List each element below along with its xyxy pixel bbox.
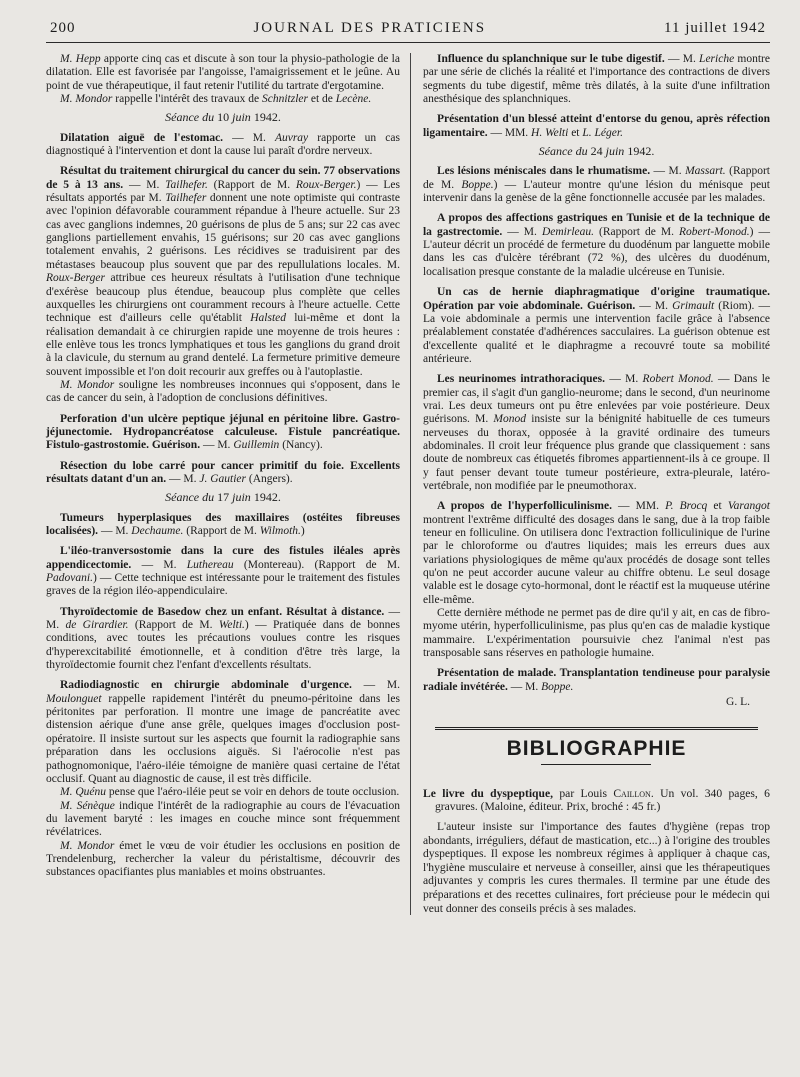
two-column-body bbox=[46, 53, 770, 915]
paragraph bbox=[423, 53, 770, 106]
body-text: — Dans le premier cas, il s'agit d'un ganglio-neurome; dans le second, d'un neurinome vrai. Les deux tumeurs ont pu être enlevées par voie postérieure. Deux guérisons. M. bbox=[422, 373, 770, 426]
author-name: Monod bbox=[493, 413, 526, 426]
author-name: Dechaume. bbox=[131, 525, 184, 537]
body-text: — M. bbox=[131, 558, 187, 571]
body-text: (Angers). bbox=[246, 472, 293, 485]
author-name: M. Sénèque bbox=[60, 799, 115, 812]
report-entry bbox=[46, 132, 400, 159]
entry-heading: Présentation de malade. Transplantation tendineuse pour paralysie radiale invétérée. bbox=[422, 667, 770, 693]
session-heading bbox=[46, 111, 400, 124]
author-name: J. Gautier bbox=[199, 472, 247, 485]
book-author: Caillon bbox=[613, 786, 651, 800]
entry-heading: Résultat du traitement chirurgical du cancer du sein. 77 observations de 5 à 13 ans. bbox=[46, 165, 400, 191]
body-text: rappelle rapidement l'intérêt du pneumo-péritoine dans les péritonites par perforation. Il montre une image de pancréatite avec distension aérique d'une anse grêle, quelques images d'occlusion post-opératoire. Il insiste surtout sur les aspects que fournit la radiographie sans préparation dans les occlusions aiguës. Si l'aérocolie n'est pas pathognomonique, l'aéro-iléie témoigne de manière quasi certaine de l'état occlusif. Quant au diagnostic de cause, il est très difficile. bbox=[46, 692, 400, 785]
report-entry bbox=[46, 606, 400, 673]
book-reference bbox=[423, 787, 770, 814]
report-entry bbox=[423, 500, 770, 607]
author-name: Varangot bbox=[727, 500, 770, 513]
report-entry bbox=[46, 545, 400, 598]
author-name: Luthereau bbox=[186, 558, 234, 571]
session-number: 1942. bbox=[253, 490, 281, 505]
body-text: et de bbox=[307, 93, 336, 106]
body-text: — M. bbox=[507, 680, 542, 693]
body-text: — M. bbox=[98, 525, 132, 537]
paragraph bbox=[46, 800, 400, 840]
body-text: montrent l'extrême difficulté des dosages dans le sang, due à la trop faible teneur en folliculine. On utilisera donc l'extraction folliculinique de l'urine par le chloroforme ou d'autres liquides; mais les erreurs dues aux variations physiologiques de même qu'aux procédés de dosage sont telles qu'on ne peut accorder aucune valeur au chiffre obtenu. Le seul dosage valable est le dosage cyto-hormonal, dont le réactif est la muqueuse utérine elle-même. bbox=[422, 513, 770, 606]
paragraph bbox=[46, 379, 400, 406]
body-text: souligne les nombreuses inconnues qui s'opposent, dans le cas de cancer du sein, à l'adoption de conclusions définitives. bbox=[46, 378, 400, 405]
body-text: (Nancy). bbox=[279, 439, 323, 452]
page-header bbox=[46, 20, 770, 37]
entry-heading: A propos des affections gastriques en Tunisie et de la technique de la gastrectomie. bbox=[422, 212, 770, 238]
author-name: de Girardier. bbox=[65, 619, 129, 632]
journal-title: JOURNAL DES PRATICIENS bbox=[253, 20, 487, 36]
author-name: Séance du bbox=[165, 490, 218, 505]
body-text: (Rapport de M. bbox=[422, 165, 770, 191]
body-text: attribue ces heureux résultats à l'utilisation d'une technique d'exérèse beaucoup plus étendue, beaucoup plus complète que celles auxquelles les chirurgiens ont couramment recours à l'heure actuelle. Cette technique est d'ailleurs celle qu'établit bbox=[46, 272, 400, 325]
author-name: Robert Monod. bbox=[642, 373, 714, 386]
report-entry bbox=[423, 286, 770, 366]
book-review-text: L'auteur insiste sur l'importance des fautes d'hygiène (repas trop abondants, irréguliers, défaut de mastication, etc...) à l'origine des troubles dyspeptiques. Il expose les nombreux régimes à appliquer à chaque cas, l'hygiène musculaire et nerveuse à conseiller, ainsi que les thérapeutiques adjuvantes y compris les cures thermales. Il termine par une étude des préparations et des recettes culinaires, fort précieuse pour le médecin qui veut donner des conseils précis à ses malades. bbox=[422, 820, 770, 915]
paragraph bbox=[46, 786, 400, 799]
session-number: 24 bbox=[590, 144, 603, 159]
session-number: 10 bbox=[217, 110, 230, 125]
body-text: et bbox=[707, 500, 728, 513]
author-name: M. Mondor bbox=[60, 839, 115, 852]
entry-heading: Perforation d'un ulcère peptique jéjunal en péritoine libre. Gastro-jéjunectomie. Hydropancréatose calculeuse. Fistule pancréatique. Fistulo-gastrostomie. Guérison. bbox=[46, 412, 400, 452]
body-text: donnent une note optimiste qui contraste avec l'opinion défavorable couramment répandue à l'heure actuelle. Sur 23 cas avec ganglions indemnes, 20 guérisons de plus de 5 ans; sur 22 cas avec ganglions partiellement envahis, 15 guérisons; sur 20 cas avec ganglions totalement envahis, 2 guérisons. Les récidives se traduisirent par des métastases beaucoup plus souvent que par des repullulations locales. M. bbox=[46, 192, 400, 271]
session-heading bbox=[423, 145, 770, 158]
book-by: par Louis bbox=[553, 786, 614, 800]
author-name: Lecène. bbox=[335, 93, 372, 106]
body-text: ) — Pratiquée dans de bonnes conditions, avec toutes les précautions voulues contre les risques d'hyperexcitabilité émotionnelle, et à condition d'être très large, la thyroïdectomie fournit chez l'enfant d'excellents résultats. bbox=[46, 619, 400, 672]
report-entry bbox=[46, 460, 400, 487]
author-name: juin bbox=[229, 110, 254, 125]
body-text: pense que l'aéro-iléie peut se voir en dehors de toute occlusion. bbox=[106, 786, 400, 799]
body-text: (Montereau). (Rapport de M. bbox=[233, 558, 400, 571]
right-column-entries bbox=[423, 53, 770, 694]
body-text: émet le vœu de voir étudier les occlusions en position de Trendelenburg, rechercher la valeur du péristaltisme, découvrir des substances opacifiantes plus maniables et moins obstruantes. bbox=[46, 839, 400, 879]
body-text: lui-même et dont la réalisation demandait à ce chirurgien rapide une moyenne de trois heures : elle enlève tous les troncs lymphatiques et tous les ganglions du grand droit à la clavicule, du sternum au grand dentelé. La fermeture primitive demeure souvent impossible et l'on doit recourir aux greffes ou à l'autoplastie. bbox=[46, 312, 400, 378]
body-text: rappelle l'intérêt des travaux de bbox=[112, 93, 262, 106]
author-name: H. Welti bbox=[531, 126, 569, 139]
entry-heading: Thyroïdectomie de Basedow chez un enfant. Résultat à distance. bbox=[60, 605, 385, 618]
entry-heading: Dilatation aiguë de l'estomac. bbox=[60, 131, 224, 144]
author-name: Auvray bbox=[274, 131, 309, 144]
body-text: (Rapport de M. bbox=[183, 525, 260, 537]
book-title: Le livre du dyspeptique, bbox=[422, 786, 553, 800]
author-name: Massart. bbox=[685, 165, 726, 178]
body-text: — M. bbox=[123, 178, 166, 191]
author-name: Leriche bbox=[699, 53, 735, 65]
body-text: — M. bbox=[46, 605, 400, 632]
body-text: — M. bbox=[166, 472, 200, 485]
book-review bbox=[423, 787, 770, 915]
body-text: (Riom). — La voie abdominale a permis une intervention facile grâce à l'absence préalablement constatée d'adhérences sacculaires. La guérison obtenue est d'excellente qualité et le diaphragme a recouvré toute sa mobilité antérieure. bbox=[422, 299, 770, 365]
body-text: Cette dernière méthode ne permet pas de dire qu'il y ait, en cas de fibro-myome utérin, hyperfolliculinisme, pas plus qu'en cas de maladie kystique mammaire. L'expérimentation poursuivie chez l'animal n'est pas transposable sans réserves en pathologie humaine. bbox=[422, 607, 770, 660]
entry-heading: A propos de l'hyperfolliculinisme. bbox=[436, 500, 612, 513]
author-name: Tailhefer. bbox=[165, 178, 208, 191]
report-entry bbox=[423, 373, 770, 493]
body-text: (Rapport de M. bbox=[594, 225, 680, 238]
bibliography-underline bbox=[541, 764, 651, 765]
entry-heading: L'iléo-tranversostomie dans la cure des fistules iléales après appendicectomie. bbox=[46, 545, 400, 571]
report-entry bbox=[423, 113, 770, 140]
entry-heading: Radiodiagnostic en chirurgie abdominale d'urgence. bbox=[60, 679, 352, 692]
body-text: — M. bbox=[605, 373, 643, 386]
author-name: Séance du bbox=[538, 144, 591, 159]
author-name: L. Léger. bbox=[582, 126, 623, 139]
author-name: Robert-Monod. bbox=[679, 225, 750, 238]
paragraph bbox=[46, 93, 400, 106]
page-number: 200 bbox=[50, 20, 76, 36]
report-entry bbox=[46, 679, 400, 786]
body-text: indique l'intérêt de la radiographie au cours de l'évacuation du lavement baryté : les images en couche mince sont fréquemment révélatrices. bbox=[46, 799, 400, 839]
body-text: ) — L'auteur montre qu'une lésion du ménisque peut intervenir dans la genèse de la gêne fonctionnelle accusée par les malades. bbox=[422, 178, 770, 205]
entry-heading: Les lésions méniscales dans le rhumatisme. bbox=[436, 165, 651, 178]
body-text: insiste sur la bénignité habituelle de ces tumeurs nerveuses du thorax, opposée à la gravité ordinaire des tumeurs abdominales. Il croit leur fréquence plus grande que classiquement : sans doute de nombreux cas étiquetés fibromes appartiennent-ils à ce groupe. Il y faut penser devant toute tumeur postérieure, extra-pleurale, latéro-vertébrale, non modifiée par le pneumothorax. bbox=[422, 413, 770, 492]
author-name: M. Mondor bbox=[60, 378, 115, 391]
paragraph bbox=[46, 840, 400, 880]
right-column bbox=[411, 53, 770, 915]
author-name: Boppe. bbox=[541, 680, 574, 693]
body-text: ) — L'auteur décrit un procédé de fermeture du duodénum par languette mobile dans les cas d'ulcère térébrant (72 %), des ulcères du duodénum, localisation presque constante de la maladie ulcéreuse en Tunisie. bbox=[422, 225, 770, 278]
author-name: Roux-Berger. bbox=[295, 178, 357, 191]
entry-heading: Résection du lobe carré pour cancer primitif du foie. Excellents résultats datant d'un an. bbox=[46, 459, 400, 485]
body-text: ) — Les résultats apportés par M. bbox=[46, 178, 400, 205]
author-name: Séance du bbox=[165, 110, 218, 125]
signature: G. L. bbox=[726, 696, 750, 709]
entry-heading: Tumeurs hyperplasiques des maxillaires (ostéites fibreuses localisées). bbox=[46, 511, 400, 537]
report-entry bbox=[423, 667, 770, 694]
book-details: . Un vol. 340 pages, 6 gravures. (Maloine, éditeur. Prix, broché : 45 fr.) bbox=[434, 786, 770, 814]
author-name: juin bbox=[602, 144, 628, 159]
body-text: ) — Cette technique est intéressante pour le traitement des fistules graves de la région iléo-appendiculaire. bbox=[46, 572, 400, 598]
body-text: (Rapport de M. bbox=[207, 178, 296, 191]
report-entry bbox=[46, 413, 400, 453]
entry-heading: Influence du splanchnique sur le tube digestif. bbox=[436, 53, 665, 65]
session-number: 17 bbox=[217, 490, 230, 505]
body-text: — M. bbox=[502, 225, 542, 238]
body-text: — M. bbox=[351, 679, 400, 692]
report-entry bbox=[423, 165, 770, 205]
body-text: apporte cinq cas et discute à son tour la physio-pathologie de la dilatation. Elle est favorisée par l'angoisse, l'amaigrissement et le jeûne. Au point de vue thérapeutique, il faut retenir l'utilité du tartrate d'ergotamine. bbox=[46, 53, 400, 92]
author-name: P. Brocq bbox=[665, 500, 708, 513]
author-name: Boppe. bbox=[461, 178, 494, 191]
author-name: Roux-Berger bbox=[46, 272, 105, 285]
body-text: — M. bbox=[650, 165, 686, 178]
session-number: 1942. bbox=[253, 110, 281, 125]
paragraph bbox=[46, 53, 400, 93]
author-name: Wilmoth. bbox=[259, 525, 301, 537]
session-heading bbox=[46, 491, 400, 504]
author-name: Guillemin bbox=[233, 439, 280, 452]
author-name: Moulonguet bbox=[46, 692, 102, 705]
left-column bbox=[46, 53, 411, 915]
entry-heading: Les neurinomes intrathoraciques. bbox=[436, 373, 605, 386]
author-name: Padovani. bbox=[46, 572, 93, 585]
author-name: Welti. bbox=[218, 619, 245, 632]
body-text: — M. bbox=[635, 299, 673, 312]
bibliography-title: BIBLIOGRAPHIE bbox=[506, 737, 687, 761]
body-text: — M. bbox=[664, 53, 700, 65]
report-entry bbox=[46, 165, 400, 379]
body-text: rapporte un cas diagnostiqué à l'intervention et dont la cause lui paraît d'ordre nerveux. bbox=[46, 131, 400, 158]
author-name: Tailhefer bbox=[165, 192, 207, 205]
paragraph bbox=[423, 607, 770, 660]
report-entry bbox=[46, 512, 400, 539]
author-name: juin bbox=[229, 490, 254, 505]
body-text: — MM. bbox=[487, 126, 532, 139]
author-name: Schnitzler bbox=[261, 93, 308, 106]
report-entry bbox=[423, 212, 770, 279]
author-name: M. Mondor bbox=[60, 93, 113, 106]
author-name: Halsted bbox=[250, 312, 286, 325]
author-name: Demirleau. bbox=[541, 225, 594, 238]
entry-heading: Un cas de hernie diaphragmatique d'origine traumatique. Opération par voie abdominale. Guérison. bbox=[422, 286, 770, 312]
body-text: — MM. bbox=[611, 500, 666, 513]
entry-heading: Présentation d'un blessé atteint d'entorse du genou, après réfection ligamentaire. bbox=[422, 113, 770, 139]
header-rule bbox=[46, 42, 770, 43]
body-text: (Rapport de M. bbox=[128, 619, 219, 632]
body-text: — M. bbox=[223, 131, 275, 144]
body-text: — M. bbox=[200, 439, 234, 452]
author-name: M. Hepp bbox=[60, 53, 101, 65]
body-text: montre par une série de clichés la réalité et l'importance des contractions de divers segments du tube digestif, même très dilatés, à la suite d'une infiltration anesthésique des splanchniques. bbox=[422, 53, 770, 106]
body-text: ) bbox=[300, 525, 305, 537]
body-text: et bbox=[568, 126, 583, 139]
author-name: Grimault bbox=[672, 299, 715, 312]
author-name: M. Quénu bbox=[60, 786, 106, 799]
issue-date: 11 juillet 1942 bbox=[664, 20, 766, 36]
session-number: 1942. bbox=[627, 144, 655, 159]
bibliography-rule bbox=[435, 727, 758, 732]
